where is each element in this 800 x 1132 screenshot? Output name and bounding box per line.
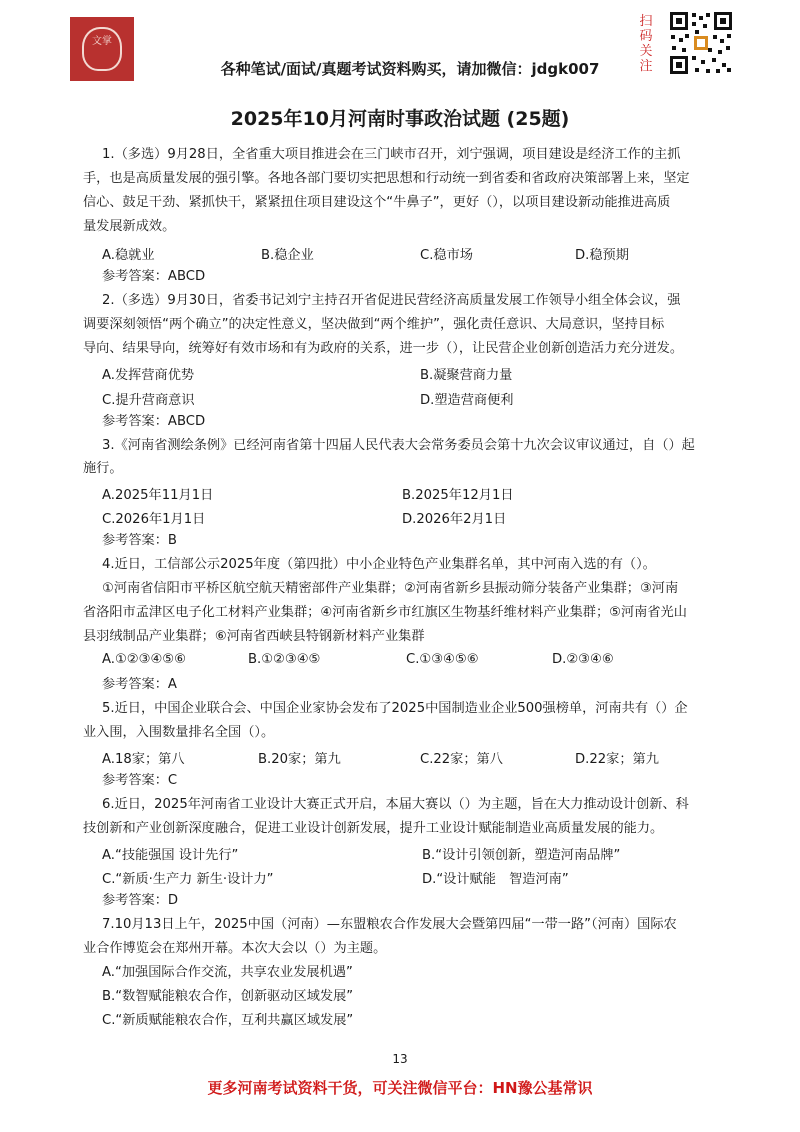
question-5-answer: 参考答案：C: [102, 773, 178, 788]
question-1-answer: 参考答案：ABCD: [102, 269, 206, 284]
question-7-line-1: 7.10月13日上午，2025中国（河南）—东盟粮农合作发展大会暨第四届“一带一路”（河南）国际农: [102, 917, 677, 932]
option-b: B.2025年12月1日: [402, 488, 514, 503]
option-d: D.2026年2月1日: [402, 512, 507, 527]
option-d: D.②③④⑥: [552, 652, 614, 667]
question-2-answer: 参考答案：ABCD: [102, 414, 206, 429]
option-a: A.2025年11月1日: [102, 488, 214, 503]
option-a: A.稳就业: [102, 248, 155, 263]
option-d: D.22家；第九: [575, 752, 659, 767]
question-6-line-2: 技创新和产业创新深度融合，促进工业设计创新发展，提升工业设计赋能制造业高质量发展的能力。: [83, 821, 664, 836]
question-3-line-1: 3.《河南省测绘条例》已经河南省第十四届人民代表大会常务委员会第十九次会议审议通过，自（）起: [102, 438, 695, 453]
option-b: B.①②③④⑤: [248, 652, 321, 667]
brand-logo: [70, 17, 134, 81]
option-c: C.“新质·生产力 新生·设计力”: [102, 872, 274, 887]
page-title: 2025年10月河南时事政治试题 (25题): [230, 108, 570, 130]
question-5-line-2: 业入围，入围数量排名全国（）。: [83, 725, 275, 740]
logo-seal: 文掌: [82, 27, 122, 71]
option-c: C.提升营商意识: [102, 393, 195, 408]
page-number: 13: [392, 1052, 408, 1066]
header-ad-text: 各种笔试/面试/真题考试资料购买，请加微信：jdgk007: [220, 60, 600, 78]
option-b: B.稳企业: [261, 248, 314, 263]
question-6-line-1: 6.近日，2025年河南省工业设计大赛正式开启，本届大赛以（）为主题，旨在大力推动设计创新、科: [102, 797, 689, 812]
option-a: A.发挥营商优势: [102, 368, 195, 383]
question-4-line-3: 省洛阳市孟津区电子化工材料产业集群；④河南省新乡市红旗区生物基纤维材料产业集群；⑤河南省光山: [83, 605, 687, 620]
question-7-option-c: C.“新质赋能粮农合作，互利共赢区域发展”: [102, 1013, 354, 1028]
question-2-line-2: 调要深刻领悟“两个确立”的决定性意义，坚决做到“两个维护”，强化责任意识、大局意识，坚持目标: [83, 317, 665, 332]
option-d: D.塑造营商便利: [420, 393, 514, 408]
option-a: A.18家；第八: [102, 752, 185, 767]
question-1-line-4: 量发展新成效。: [83, 219, 176, 234]
question-1-line-2: 手，也是高质量发展的强引擎。各地各部门要切实把思想和行动统一到省委和省政府决策部署上来，坚定: [83, 171, 690, 186]
question-7-option-a: A.“加强国际合作交流，共享农业发展机遇”: [102, 965, 353, 980]
question-2-line-1: 2.（多选）9月30日，省委书记刘宁主持召开省促进民营经济高质量发展工作领导小组全体会议，强: [102, 293, 681, 308]
question-4-line-1: 4.近日，工信部公示2025年度（第四批）中小企业特色产业集群名单，其中河南入选的有（）。: [102, 557, 656, 572]
option-d: D.稳预期: [575, 248, 629, 263]
question-1-line-3: 信心、鼓足干劲、紧抓快干，紧紧扭住项目建设这个“牛鼻子”，更好（），以项目建设新动能推进高质: [83, 195, 671, 210]
footer-promo: 更多河南考试资料干货，可关注微信平台：HN豫公基常识: [207, 1079, 593, 1097]
question-4-line-2: ①河南省信阳市平桥区航空航天精密部件产业集群；②河南省新乡县振动筛分装备产业集群；③河南: [102, 581, 679, 596]
question-4-answer: 参考答案：A: [102, 677, 177, 692]
option-c: C.稳市场: [420, 248, 473, 263]
option-b: B.凝聚营商力量: [420, 368, 513, 383]
question-7-option-b: B.“数智赋能粮农合作，创新驱动区域发展”: [102, 989, 354, 1004]
scan-follow-label: 扫码关注: [639, 14, 653, 74]
question-6-answer: 参考答案：D: [102, 893, 179, 908]
question-7-line-2: 业合作博览会在郑州开幕。本次大会以（）为主题。: [83, 941, 387, 956]
question-4-line-4: 县羽绒制品产业集群；⑥河南省西峡县特钢新材料产业集群: [83, 629, 425, 644]
question-3-line-2: 施行。: [83, 461, 123, 476]
option-c: C.2026年1月1日: [102, 512, 206, 527]
question-2-line-3: 导向、结果导向，统筹好有效市场和有为政府的关系，进一步（），让民营企业创新创造活力充分迸发。: [83, 341, 684, 356]
option-a: A.①②③④⑤⑥: [102, 652, 186, 667]
option-c: C.22家；第八: [420, 752, 503, 767]
option-b: B.“设计引领创新，塑造河南品牌”: [422, 848, 621, 863]
option-c: C.①③④⑤⑥: [406, 652, 479, 667]
question-1-line-1: 1.（多选）9月28日，全省重大项目推进会在三门峡市召开，刘宁强调，项目建设是经济工作的主抓: [102, 147, 681, 162]
option-a: A.“技能强国 设计先行”: [102, 848, 239, 863]
question-3-answer: 参考答案：B: [102, 533, 177, 548]
question-5-line-1: 5.近日，中国企业联合会、中国企业家协会发布了2025中国制造业企业500强榜单，河南共有（）企: [102, 701, 688, 716]
option-d: D.“设计赋能 智造河南”: [422, 872, 569, 887]
option-b: B.20家；第九: [258, 752, 341, 767]
qr-code[interactable]: [668, 10, 734, 76]
